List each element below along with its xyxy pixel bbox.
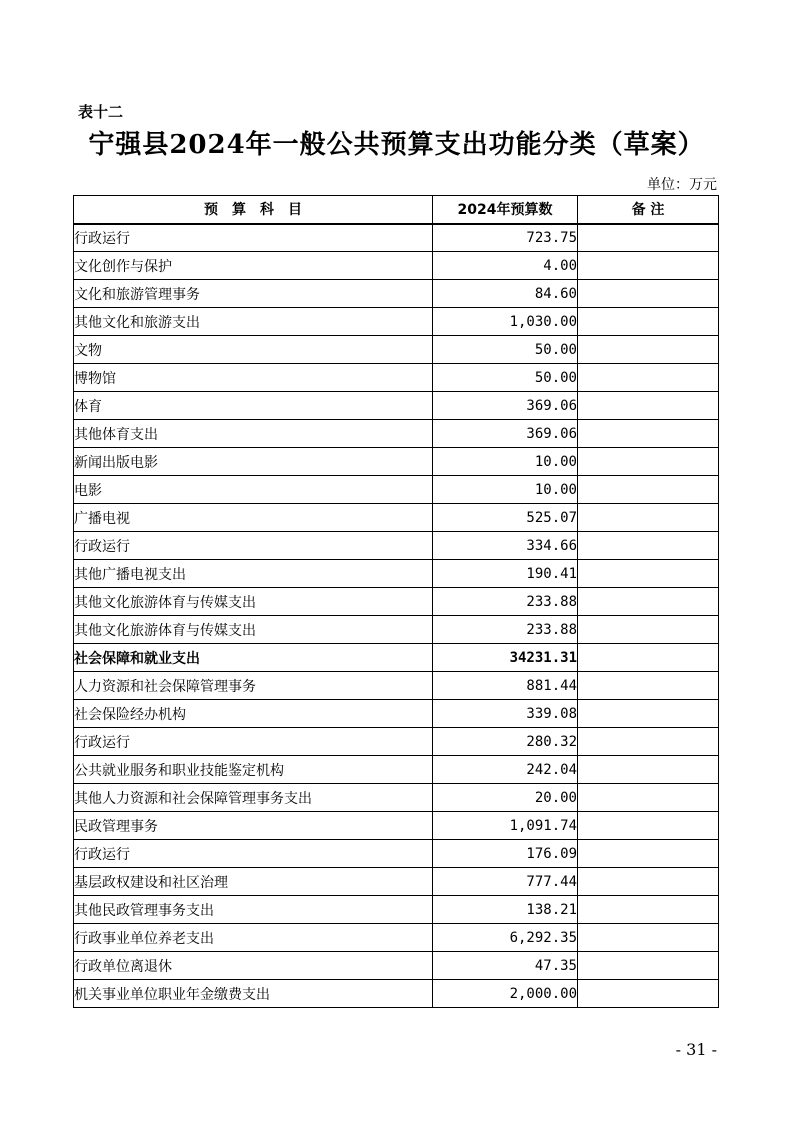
row-subject: 行政运行: [74, 728, 433, 756]
row-note: [578, 532, 719, 560]
row-subject: 行政事业单位养老支出: [74, 924, 433, 952]
row-amount: 47.35: [433, 952, 578, 980]
row-note: [578, 896, 719, 924]
row-subject: 公共就业服务和职业技能鉴定机构: [74, 756, 433, 784]
row-subject: 文化和旅游管理事务: [74, 280, 433, 308]
table-row: [74, 952, 719, 980]
table-row: [74, 504, 719, 532]
row-amount: 4.00: [433, 252, 578, 280]
row-note: [578, 280, 719, 308]
row-amount: 50.00: [433, 364, 578, 392]
row-note: [578, 252, 719, 280]
page-title: 宁强县2024年一般公共预算支出功能分类（草案）: [88, 130, 705, 160]
row-note: [578, 980, 719, 1008]
row-amount: 1,030.00: [433, 308, 578, 336]
row-note: [578, 560, 719, 588]
row-amount: 34231.31: [433, 644, 578, 672]
table-row: [74, 420, 719, 448]
row-amount: 176.09: [433, 840, 578, 868]
table-row: [74, 896, 719, 924]
row-note: [578, 504, 719, 532]
row-note: [578, 588, 719, 616]
table-row: [74, 588, 719, 616]
row-amount: 190.41: [433, 560, 578, 588]
row-note: [578, 728, 719, 756]
row-subject: 行政运行: [74, 532, 433, 560]
row-note: [578, 224, 719, 252]
row-note: [578, 336, 719, 364]
row-note: [578, 868, 719, 896]
table-row: [74, 756, 719, 784]
row-note: [578, 840, 719, 868]
unit-label: 单位：万元: [647, 177, 717, 193]
row-subject: 其他文化旅游体育与传媒支出: [74, 588, 433, 616]
row-amount: 723.75: [433, 224, 578, 252]
row-subject: 行政单位离退休: [74, 952, 433, 980]
row-subject: 其他民政管理事务支出: [74, 896, 433, 924]
table-row: [74, 868, 719, 896]
row-subject: 文化创作与保护: [74, 252, 433, 280]
table-label: 表十二: [78, 103, 124, 121]
row-note: [578, 392, 719, 420]
row-amount: 525.07: [433, 504, 578, 532]
row-note: [578, 476, 719, 504]
row-note: [578, 924, 719, 952]
row-subject: 广播电视: [74, 504, 433, 532]
row-amount: 1,091.74: [433, 812, 578, 840]
row-amount: 369.06: [433, 392, 578, 420]
row-amount: 280.32: [433, 728, 578, 756]
row-subject: 其他人力资源和社会保障管理事务支出: [74, 784, 433, 812]
table-row: [74, 616, 719, 644]
table-header-row: [74, 196, 719, 224]
row-amount: 10.00: [433, 476, 578, 504]
row-note: [578, 420, 719, 448]
table-row: [74, 280, 719, 308]
row-subject: 其他文化旅游体育与传媒支出: [74, 616, 433, 644]
row-note: [578, 700, 719, 728]
row-amount: 2,000.00: [433, 980, 578, 1008]
table-row: [74, 728, 719, 756]
table-row: [74, 448, 719, 476]
budget-table: [73, 195, 719, 1008]
row-subject: 其他广播电视支出: [74, 560, 433, 588]
table-row: [74, 308, 719, 336]
table-row: [74, 812, 719, 840]
table-row: [74, 392, 719, 420]
table-row: [74, 840, 719, 868]
table-row: [74, 924, 719, 952]
table-row: [74, 336, 719, 364]
row-subject: 基层政权建设和社区治理: [74, 868, 433, 896]
row-amount: 881.44: [433, 672, 578, 700]
row-amount: 233.88: [433, 616, 578, 644]
row-subject: 体育: [74, 392, 433, 420]
row-amount: 50.00: [433, 336, 578, 364]
header-note: 备 注: [578, 196, 719, 224]
row-subject: 其他体育支出: [74, 420, 433, 448]
row-subject: 行政运行: [74, 224, 433, 252]
row-amount: 242.04: [433, 756, 578, 784]
row-note: [578, 308, 719, 336]
row-amount: 777.44: [433, 868, 578, 896]
row-amount: 339.08: [433, 700, 578, 728]
row-amount: 369.06: [433, 420, 578, 448]
row-subject: 博物馆: [74, 364, 433, 392]
row-note: [578, 812, 719, 840]
row-subject: 社会保险经办机构: [74, 700, 433, 728]
row-note: [578, 756, 719, 784]
table-row: [74, 476, 719, 504]
row-note: [578, 784, 719, 812]
table-row: [74, 784, 719, 812]
row-subject: 其他文化和旅游支出: [74, 308, 433, 336]
row-amount: 334.66: [433, 532, 578, 560]
row-subject: 行政运行: [74, 840, 433, 868]
row-note: [578, 672, 719, 700]
table-row: [74, 252, 719, 280]
row-note: [578, 616, 719, 644]
row-amount: 10.00: [433, 448, 578, 476]
table-row: [74, 532, 719, 560]
table-row: [74, 224, 719, 252]
row-amount: 20.00: [433, 784, 578, 812]
row-amount: 233.88: [433, 588, 578, 616]
row-note: [578, 952, 719, 980]
row-amount: 138.21: [433, 896, 578, 924]
row-subject: 机关事业单位职业年金缴费支出: [74, 980, 433, 1008]
table-body: [74, 224, 719, 1008]
row-subject: 民政管理事务: [74, 812, 433, 840]
page-number: - 31 -: [675, 1040, 717, 1059]
row-amount: 6,292.35: [433, 924, 578, 952]
row-subject: 社会保障和就业支出: [74, 644, 433, 672]
row-subject: 电影: [74, 476, 433, 504]
table-row: [74, 364, 719, 392]
header-subject: 预 算 科 目: [74, 196, 433, 224]
table-row: [74, 980, 719, 1008]
row-subject: 人力资源和社会保障管理事务: [74, 672, 433, 700]
row-subject: 文物: [74, 336, 433, 364]
row-note: [578, 364, 719, 392]
row-amount: 84.60: [433, 280, 578, 308]
header-amount: 2024年预算数: [433, 196, 578, 224]
table-row: [74, 644, 719, 672]
table-row: [74, 700, 719, 728]
table-row: [74, 672, 719, 700]
row-subject: 新闻出版电影: [74, 448, 433, 476]
row-note: [578, 448, 719, 476]
row-note: [578, 644, 719, 672]
table-row: [74, 560, 719, 588]
